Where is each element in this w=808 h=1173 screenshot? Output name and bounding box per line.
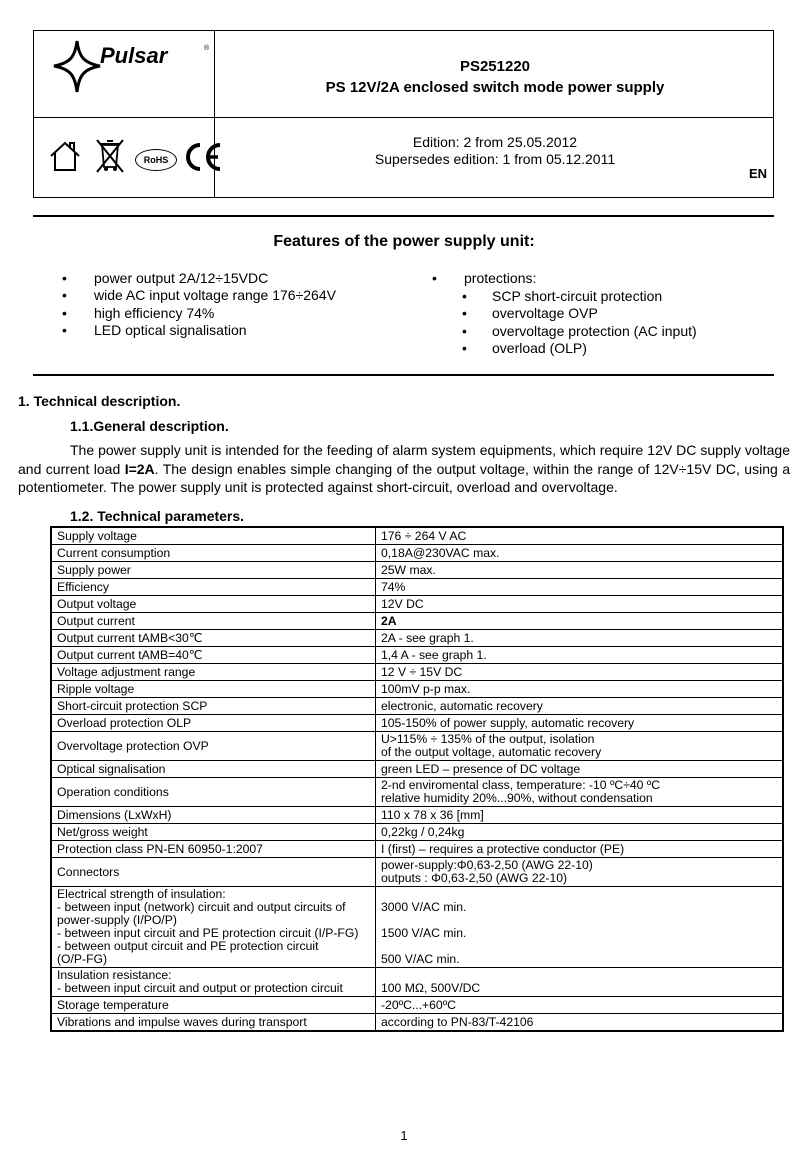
table-row [51, 778, 783, 807]
table-row [51, 527, 783, 545]
parameter-name: Dimensions (LxWxH) [51, 807, 376, 824]
protections-sublist [432, 288, 697, 358]
parameter-value: 100 MΩ, 500V/DC [376, 968, 784, 997]
parameter-name: Supply power [51, 562, 376, 579]
features-title: Features of the power supply unit: [273, 233, 535, 250]
feature-item: • high efficiency 74% [62, 305, 336, 322]
logo-text: Pulsar [100, 43, 168, 68]
table-row [51, 761, 783, 778]
parameter-value: 176 ÷ 264 V AC [376, 527, 784, 545]
parameter-value: according to PN-83/T-42106 [376, 1014, 784, 1032]
protection-item: • overvoltage OVP [432, 305, 697, 322]
feature-item: • protections: [432, 270, 536, 287]
parameter-name: Optical signalisation [51, 761, 376, 778]
description-text: . The design enables simple changing of the output voltage, within the range of 12V÷15V DC, using a potentiometer. The power supply unit is protected against short-circuit, overload and overvoltage. [18, 460, 790, 495]
parameter-name: Insulation resistance: - between input circuit and output or protection circuit [51, 968, 376, 997]
table-row [51, 681, 783, 698]
parameter-value: green LED – presence of DC voltage [376, 761, 784, 778]
parameter-value: 74% [376, 579, 784, 596]
parameter-value: 0,22kg / 0,24kg [376, 824, 784, 841]
table-row [51, 664, 783, 681]
parameter-value: 2A - see graph 1. [376, 630, 784, 647]
protection-item: • SCP short-circuit protection [432, 288, 697, 305]
parameter-name: Supply voltage [51, 527, 376, 545]
subsection-heading: 1.1.General description. [70, 418, 229, 434]
protection-item: • overvoltage protection (AC input) [432, 323, 697, 340]
parameter-name: Connectors [51, 858, 376, 887]
edition-text: Edition: 2 from 25.05.2012 [412, 134, 578, 150]
table-row [51, 647, 783, 664]
parameter-name: Vibrations and impulse waves during transport [51, 1014, 376, 1032]
features-left-list [62, 270, 336, 340]
feature-item: • wide AC input voltage range 176÷264V [62, 287, 336, 304]
parameter-value: 100mV p-p max. [376, 681, 784, 698]
indoor-use-house-icon [48, 139, 82, 173]
parameter-value: 2-nd enviromental class, temperature: -10 ºC÷40 ºC relative humidity 20%...90%, without condensation [376, 778, 784, 807]
parameter-value: 110 x 78 x 36 [mm] [376, 807, 784, 824]
parameter-name: Overload protection OLP [51, 715, 376, 732]
parameter-name: Output current [51, 613, 376, 630]
table-row [51, 698, 783, 715]
table-row [51, 579, 783, 596]
parameter-value: 25W max. [376, 562, 784, 579]
parameter-value: 2A [376, 613, 784, 630]
parameter-value: -20ºC...+60ºC [376, 997, 784, 1014]
table-row [51, 545, 783, 562]
top-rule [33, 215, 774, 217]
parameter-name: Protection class PN-EN 60950-1:2007 [51, 841, 376, 858]
table-row [51, 968, 783, 997]
parameter-value: 12 V ÷ 15V DC [376, 664, 784, 681]
table-row [51, 630, 783, 647]
parameter-value: I (first) – requires a protective conductor (PE) [376, 841, 784, 858]
parameter-value: 3000 V/AC min. 1500 V/AC min. 500 V/AC min. [376, 887, 784, 968]
parameter-name: Short-circuit protection SCP [51, 698, 376, 715]
parameter-value: electronic, automatic recovery [376, 698, 784, 715]
table-row [51, 732, 783, 761]
features-right-list [432, 270, 536, 287]
weee-crossed-bin-icon [94, 137, 126, 175]
parameter-name: Efficiency [51, 579, 376, 596]
feature-item: • LED optical signalisation [62, 322, 336, 339]
parameter-name: Overvoltage protection OVP [51, 732, 376, 761]
table-row [51, 824, 783, 841]
parameter-value: 0,18A@230VAC max. [376, 545, 784, 562]
parameter-value: 12V DC [376, 596, 784, 613]
product-title: PS 12V/2A enclosed switch mode power supply [325, 79, 665, 96]
general-description [18, 441, 790, 497]
logo-registered-mark: ® [204, 45, 210, 52]
table-row [51, 841, 783, 858]
parameter-value: 105-150% of power supply, automatic recovery [376, 715, 784, 732]
parameter-name: Output current tAMB<30℃ [51, 630, 376, 647]
table-row [51, 562, 783, 579]
table-row [51, 887, 783, 968]
description-bold: I=2A [124, 460, 155, 477]
parameter-name: Electrical strength of insulation: - between input (network) circuit and output circuits of power-supply (I/PO/P) - between input circuit and PE protection circuit (I/P-FG) - between output circuit and PE protection circuit (O/P-FG) [51, 887, 376, 968]
parameter-name: Current consumption [51, 545, 376, 562]
language-code: EN [748, 166, 767, 181]
feature-item: • power output 2A/12÷15VDC [62, 270, 336, 287]
parameter-value: 1,4 A - see graph 1. [376, 647, 784, 664]
parameter-name: Output voltage [51, 596, 376, 613]
features-bottom-rule [33, 374, 774, 376]
parameter-name: Net/gross weight [51, 824, 376, 841]
table-row [51, 613, 783, 630]
description-text: The power supply unit is intended for the feeding of alarm system equipments, which require 12V DC supply voltage and current load [18, 442, 790, 477]
table-row [51, 807, 783, 824]
parameter-name: Operation conditions [51, 778, 376, 807]
table-row [51, 997, 783, 1014]
parameter-name: Voltage adjustment range [51, 664, 376, 681]
table-row [51, 1014, 783, 1032]
rohs-badge: RoHS [135, 149, 177, 171]
parameter-name: Output current tAMB=40℃ [51, 647, 376, 664]
supersedes-text: Supersedes edition: 1 from 05.12.2011 [374, 151, 616, 167]
parameter-value: U>115% ÷ 135% of the output, isolation of the output voltage, automatic recovery [376, 732, 784, 761]
protection-item: • overload (OLP) [432, 340, 697, 357]
parameter-name: Storage temperature [51, 997, 376, 1014]
pulsar-logo-icon [52, 39, 102, 94]
table-row [51, 715, 783, 732]
parameter-value: power-supply:Φ0,63-2,50 (AWG 22-10) outputs : Φ0,63-2,50 (AWG 22-10) [376, 858, 784, 887]
technical-parameters-table [50, 526, 784, 1032]
page-number: 1 [400, 1128, 408, 1143]
parameter-name: Ripple voltage [51, 681, 376, 698]
table-row [51, 596, 783, 613]
subsection-heading: 1.2. Technical parameters. [70, 508, 245, 524]
table-row [51, 858, 783, 887]
product-code: PS251220 [459, 58, 531, 75]
section-heading: 1. Technical description. [18, 393, 181, 409]
header-divider-horizontal [34, 117, 773, 118]
header-box [33, 30, 774, 198]
